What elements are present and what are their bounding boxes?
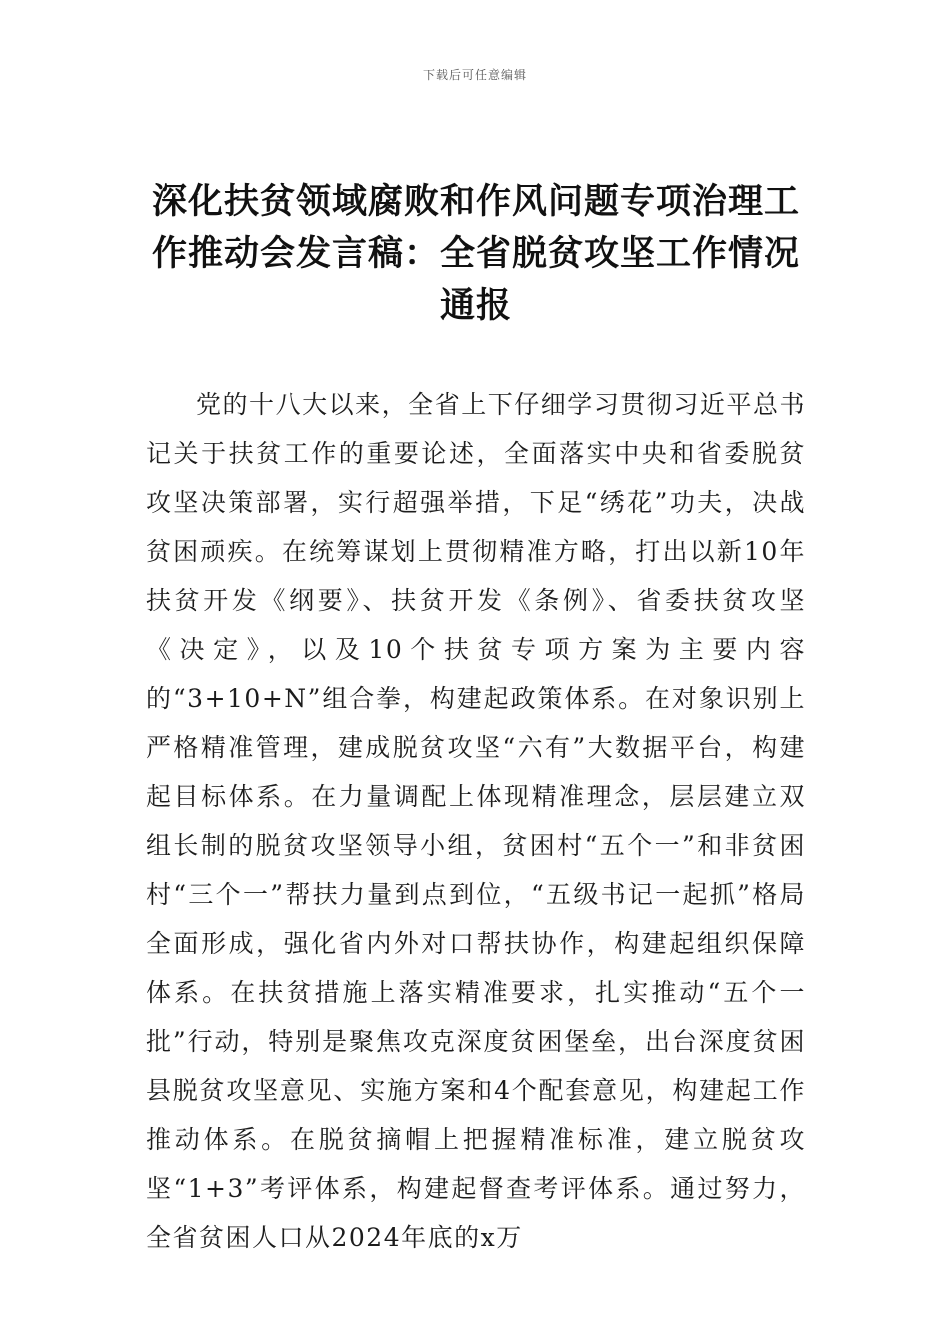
body-paragraph: 党的十八大以来，全省上下仔细学习贯彻习近平总书记关于扶贫工作的重要论述，全面落实中央和省委脱贫攻坚决策部署，实行超强举措，下足“绣花”功夫，决战贫困顽疾。在统筹谋划上贯彻精准方略，打出以新10年扶贫开发《纲要》、扶贫开发《条例》、省委扶贫攻坚《决定》，以及10个扶贫专项方案为主要内容的“3+10+N”组合拳，构建起政策体系。在对象识别上严格精准管理，建成脱贫攻坚“六有”大数据平台，构建起目标体系。在力量调配上体现精准理念，层层建立双组长制的脱贫攻坚领导小组，贫困村“五个一”和非贫困村“三个一”帮扶力量到点到位，“五级书记一起抓”格局全面形成，强化省内外对口帮扶协作，构建起组织保障体系。在扶贫措施上落实精准要求，扎实推动“五个一批”行动，特别是聚焦攻克深度贫困堡垒，出台深度贫困县脱贫攻坚意见、实施方案和4个配套意见，构建起工作推动体系。在脱贫摘帽上把握精准标准，建立脱贫攻坚“1+3”考评体系，构建起督查考评体系。通过努力，全省贫困人口从2024年底的x万 (146, 390, 806, 1252)
header-note: 下载后可任意编辑 (422, 68, 527, 82)
document-title: 深化扶贫领域腐败和作风问题专项治理工作推动会发言稿：全省脱贫攻坚工作情况通报 (151, 182, 800, 326)
